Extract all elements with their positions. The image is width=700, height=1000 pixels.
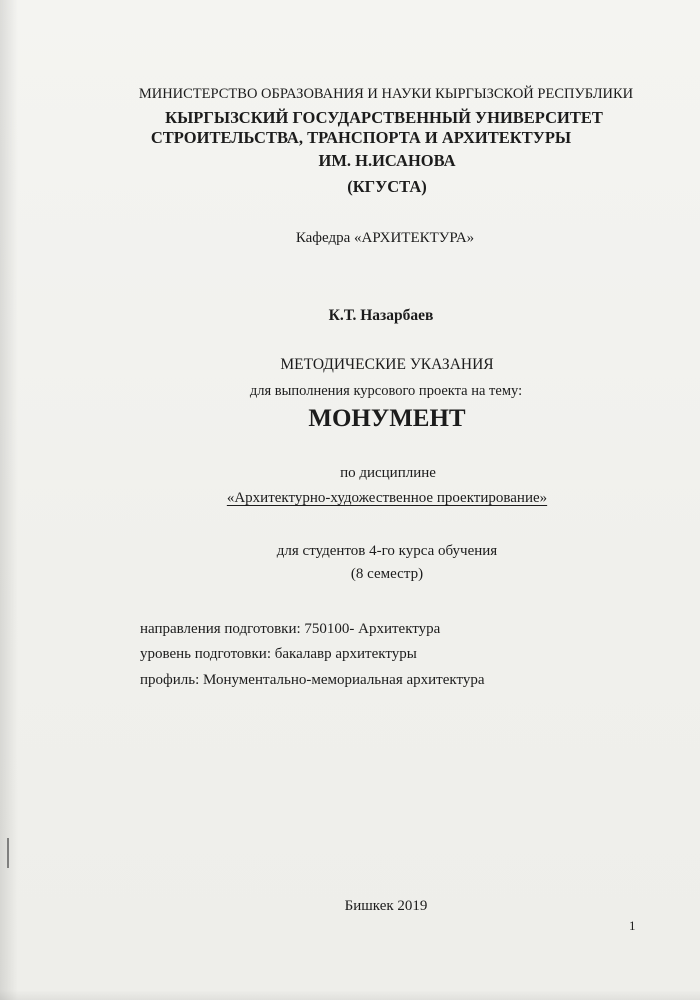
author-name: К.Т. Назарбаев xyxy=(328,307,434,324)
binding-edge-shadow xyxy=(0,0,18,1000)
topic-title: МОНУМЕНТ xyxy=(308,405,466,432)
purpose-line: для выполнения курсового проекта на тему: xyxy=(249,383,523,399)
department-line: Кафедра «АРХИТЕКТУРА» xyxy=(295,230,475,246)
semester-line: (8 семестр) xyxy=(350,566,424,582)
page-bottom-edge xyxy=(0,990,700,1000)
university-line-2: СТРОИТЕЛЬСТВА, ТРАНСПОРТА И АРХИТЕКТУРЫ xyxy=(150,128,572,147)
ministry-line: МИНИСТЕРСТВО ОБРАЗОВАНИЯ И НАУКИ КЫРГЫЗСКОЙ РЕСПУБЛИКИ xyxy=(138,86,634,102)
discipline-label: по дисциплине xyxy=(340,465,436,481)
university-line-1: КЫРГЫЗСКИЙ ГОСУДАРСТВЕННЫЙ УНИВЕРСИТЕТ xyxy=(165,108,603,127)
training-level: уровень подготовки: бакалавр архитектуры xyxy=(140,646,417,662)
university-line-3: ИМ. Н.ИСАНОВА xyxy=(318,151,456,170)
discipline-name: «Архитектурно-художественное проектирование» xyxy=(226,490,548,506)
university-abbreviation: (КГУСТА) xyxy=(347,177,427,196)
city-year: Бишкек 2019 xyxy=(344,898,428,914)
training-direction: направления подготовки: 750100- Архитектура xyxy=(140,621,441,637)
training-profile: профиль: Монументально-мемориальная архитектура xyxy=(140,672,485,688)
document-type: МЕТОДИЧЕСКИЕ УКАЗАНИЯ xyxy=(280,356,494,373)
students-line: для студентов 4-го курса обучения xyxy=(276,543,498,559)
staple-mark xyxy=(7,838,9,868)
page-number: 1 xyxy=(629,918,636,933)
